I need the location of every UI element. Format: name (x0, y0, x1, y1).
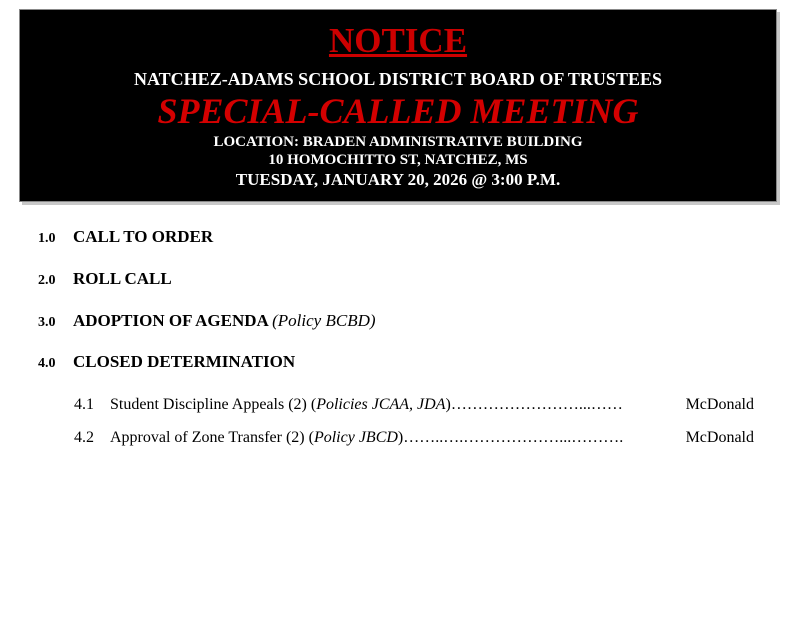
subitem-number: 4.1 (74, 396, 94, 413)
location-line-2: 10 HOMOCHITTO ST, NATCHEZ, MS (268, 152, 528, 168)
subitem-number: 4.2 (74, 429, 94, 446)
agenda-item-adoption-of-agenda (38, 311, 376, 333)
notice-banner (19, 9, 777, 202)
agenda-item-number: 3.0 (38, 315, 56, 330)
subitem-discipline-appeals (74, 395, 754, 415)
subitem-text: Approval of Zone Transfer (2) (Policy JBCD) (110, 429, 404, 446)
agenda-item-number: 1.0 (38, 231, 56, 246)
agenda-item-number: 2.0 (38, 273, 56, 288)
agenda-item-title: CLOSED DETERMINATION (73, 352, 296, 371)
organization-name: NATCHEZ-ADAMS SCHOOL DISTRICT BOARD OF TRUSTEES (134, 69, 662, 89)
agenda-item-call-to-order (38, 227, 213, 249)
subitem-presenter: McDonald (685, 396, 754, 413)
agenda-item-policy-note: (Policy BCBD) (272, 311, 376, 330)
meeting-type-title: SPECIAL-CALLED MEETING (157, 91, 639, 131)
subitem-policy: Policies JCAA, JDA (316, 396, 446, 413)
subitem-text: Student Discipline Appeals (2) (Policies JCAA, JDA) (110, 396, 451, 413)
agenda-item-roll-call (38, 269, 172, 291)
agenda-item-title: CALL TO ORDER (73, 227, 214, 246)
subitem-zone-transfer (74, 428, 754, 448)
agenda-item-title: ADOPTION OF AGENDA (73, 311, 268, 330)
subitem-policy: Policy JBCD (313, 429, 398, 446)
agenda-item-title: ROLL CALL (73, 269, 172, 288)
agenda-item-number: 4.0 (38, 356, 56, 371)
location-line-1: LOCATION: BRADEN ADMINISTRATIVE BUILDING (213, 134, 583, 150)
notice-heading: NOTICE (328, 21, 468, 60)
agenda-item-closed-determination (38, 352, 295, 374)
dot-leader: ……..….………………...………. (403, 429, 624, 446)
dot-leader: ……………………...…… (450, 396, 623, 413)
subitem-presenter: McDonald (685, 429, 754, 446)
meeting-datetime: TUESDAY, JANUARY 20, 2026 @ 3:00 P.M. (235, 170, 561, 189)
